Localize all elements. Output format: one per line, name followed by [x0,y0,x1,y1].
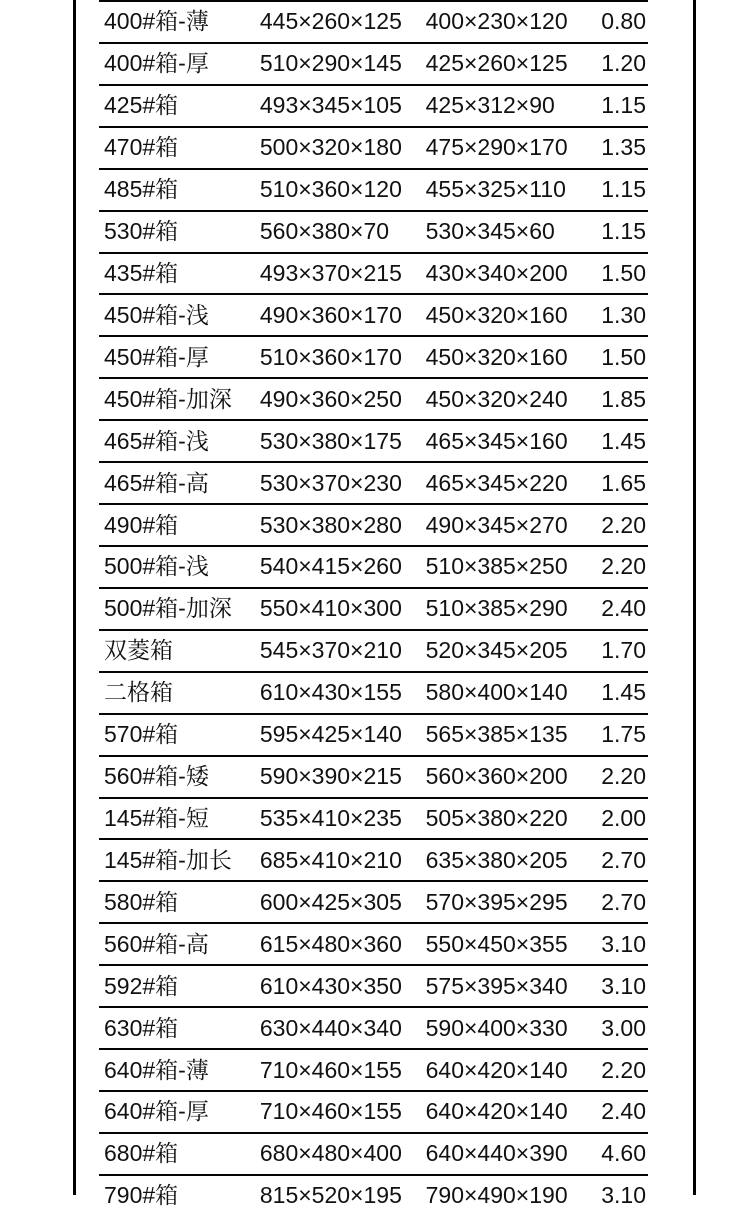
outer-size-cell: 493×370×215 [259,259,402,286]
model-cell: 500#箱-加深 [104,595,232,622]
weight-cell: 1.50 [601,343,646,370]
inner-size-cell: 450×320×160 [425,343,568,370]
inner-size-cell: 520×345×205 [425,637,568,664]
outer-size-cell: 600×425×305 [259,888,402,915]
model-cell: 465#箱-浅 [104,427,209,454]
weight-cell: 3.10 [601,972,646,999]
model-cell: 530#箱 [104,218,179,245]
outer-size-cell: 610×430×155 [259,679,402,706]
outer-size-cell: 560×380×70 [259,218,390,245]
inner-size-cell: 560×360×200 [425,763,568,790]
inner-size-cell: 575×395×340 [425,972,568,999]
table-row [99,168,648,210]
outer-size-cell: 535×410×235 [259,804,402,831]
table-row [99,671,648,713]
inner-size-cell: 425×312×90 [425,92,555,119]
weight-cell: 1.35 [601,134,646,161]
table-row [99,545,648,587]
table-row [99,880,648,922]
table-row [99,964,648,1006]
inner-size-cell: 490×345×270 [425,511,568,538]
table-row [99,713,648,755]
model-cell: 560#箱-矮 [104,763,209,790]
outer-size-cell: 710×460×155 [259,1098,402,1125]
weight-cell: 2.20 [601,553,646,580]
outer-size-cell: 590×390×215 [259,763,402,790]
model-cell: 145#箱-短 [104,804,209,831]
weight-cell: 1.70 [601,637,646,664]
outer-size-cell: 530×380×175 [259,427,402,454]
model-cell: 500#箱-浅 [104,553,209,580]
inner-size-cell: 550×450×355 [425,930,568,957]
table-row [99,1132,648,1174]
model-cell: 485#箱 [104,176,179,203]
inner-size-cell: 790×490×190 [425,1182,568,1209]
table-row [99,42,648,84]
model-cell: 560#箱-高 [104,930,209,957]
outer-size-cell: 510×290×145 [259,50,402,77]
outer-size-cell: 680×480×400 [259,1140,402,1167]
outer-size-cell: 445×260×125 [259,8,402,35]
model-cell: 580#箱 [104,888,179,915]
weight-cell: 2.20 [601,763,646,790]
outer-size-cell: 530×370×230 [259,469,402,496]
right-frame-line [693,0,696,1195]
model-cell: 400#箱-薄 [104,8,209,35]
weight-cell: 2.20 [601,1056,646,1083]
weight-cell: 2.40 [601,595,646,622]
outer-size-cell: 540×415×260 [259,553,402,580]
outer-size-cell: 490×360×170 [259,301,402,328]
table-row [99,377,648,419]
inner-size-cell: 465×345×160 [425,427,568,454]
weight-cell: 3.10 [601,1182,646,1209]
outer-size-cell: 510×360×170 [259,343,402,370]
inner-size-cell: 570×395×295 [425,888,568,915]
outer-size-cell: 530×380×280 [259,511,402,538]
weight-cell: 1.45 [601,427,646,454]
size-table [99,0,648,1216]
weight-cell: 2.40 [601,1098,646,1125]
table-row [99,1090,648,1132]
inner-size-cell: 640×440×390 [425,1140,568,1167]
model-cell: 592#箱 [104,972,179,999]
outer-size-cell: 550×410×300 [259,595,402,622]
weight-cell: 4.60 [601,1140,646,1167]
model-cell: 450#箱-加深 [104,385,232,412]
table-row [99,335,648,377]
weight-cell: 2.70 [601,846,646,873]
inner-size-cell: 425×260×125 [425,50,568,77]
outer-size-cell: 493×345×105 [259,92,402,119]
outer-size-cell: 615×480×360 [259,930,402,957]
inner-size-cell: 510×385×250 [425,553,568,580]
model-cell: 465#箱-高 [104,469,209,496]
inner-size-cell: 640×420×140 [425,1056,568,1083]
weight-cell: 1.75 [601,721,646,748]
inner-size-cell: 590×400×330 [425,1014,568,1041]
model-cell: 490#箱 [104,511,179,538]
weight-cell: 1.30 [601,301,646,328]
table-row [99,838,648,880]
table-row [99,1174,648,1216]
table-row [99,293,648,335]
outer-size-cell: 500×320×180 [259,134,402,161]
model-cell: 570#箱 [104,721,179,748]
model-cell: 450#箱-浅 [104,301,209,328]
weight-cell: 2.00 [601,804,646,831]
model-cell: 145#箱-加长 [104,846,232,873]
model-cell: 640#箱-厚 [104,1098,209,1125]
inner-size-cell: 450×320×240 [425,385,568,412]
weight-cell: 1.85 [601,385,646,412]
model-cell: 双菱箱 [104,637,173,664]
outer-size-cell: 490×360×250 [259,385,402,412]
outer-size-cell: 630×440×340 [259,1014,402,1041]
table-row [99,84,648,126]
model-cell: 790#箱 [104,1182,179,1209]
model-cell: 630#箱 [104,1014,179,1041]
inner-size-cell: 450×320×160 [425,301,568,328]
model-cell: 400#箱-厚 [104,50,209,77]
table-row [99,755,648,797]
inner-size-cell: 465×345×220 [425,469,568,496]
model-cell: 680#箱 [104,1140,179,1167]
inner-size-cell: 580×400×140 [425,679,568,706]
inner-size-cell: 455×325×110 [425,176,566,203]
model-cell: 470#箱 [104,134,179,161]
weight-cell: 3.00 [601,1014,646,1041]
table-row [99,1006,648,1048]
table-row [99,503,648,545]
weight-cell: 1.65 [601,469,646,496]
inner-size-cell: 635×380×205 [425,846,568,873]
outer-size-cell: 510×360×120 [259,176,402,203]
inner-size-cell: 510×385×290 [425,595,568,622]
model-cell: 640#箱-薄 [104,1056,209,1083]
table-row [99,1048,648,1090]
table-row [99,126,648,168]
model-cell: 425#箱 [104,92,179,119]
table-row [99,461,648,503]
left-frame-line [73,0,76,1195]
table-row [99,0,648,42]
outer-size-cell: 595×425×140 [259,721,402,748]
outer-size-cell: 685×410×210 [259,846,402,873]
outer-size-cell: 545×370×210 [259,637,402,664]
inner-size-cell: 565×385×135 [425,721,568,748]
weight-cell: 2.70 [601,888,646,915]
weight-cell: 1.50 [601,259,646,286]
table-row [99,210,648,252]
inner-size-cell: 430×340×200 [425,259,568,286]
weight-cell: 1.15 [601,92,646,119]
table-row [99,252,648,294]
inner-size-cell: 530×345×60 [425,218,555,245]
outer-size-cell: 710×460×155 [259,1056,402,1083]
weight-cell: 1.20 [601,50,646,77]
outer-size-cell: 815×520×195 [259,1182,402,1209]
table-row [99,629,648,671]
table-row [99,922,648,964]
model-cell: 450#箱-厚 [104,343,209,370]
outer-size-cell: 610×430×350 [259,972,402,999]
table-row [99,587,648,629]
model-cell: 435#箱 [104,259,179,286]
inner-size-cell: 475×290×170 [425,134,568,161]
inner-size-cell: 400×230×120 [425,8,568,35]
table-row [99,797,648,839]
inner-size-cell: 640×420×140 [425,1098,568,1125]
model-cell: 二格箱 [104,679,173,706]
inner-size-cell: 505×380×220 [425,804,568,831]
weight-cell: 1.15 [601,218,646,245]
weight-cell: 1.15 [601,176,646,203]
weight-cell: 2.20 [601,511,646,538]
weight-cell: 3.10 [601,930,646,957]
weight-cell: 0.80 [601,8,646,35]
weight-cell: 1.45 [601,679,646,706]
table-row [99,419,648,461]
